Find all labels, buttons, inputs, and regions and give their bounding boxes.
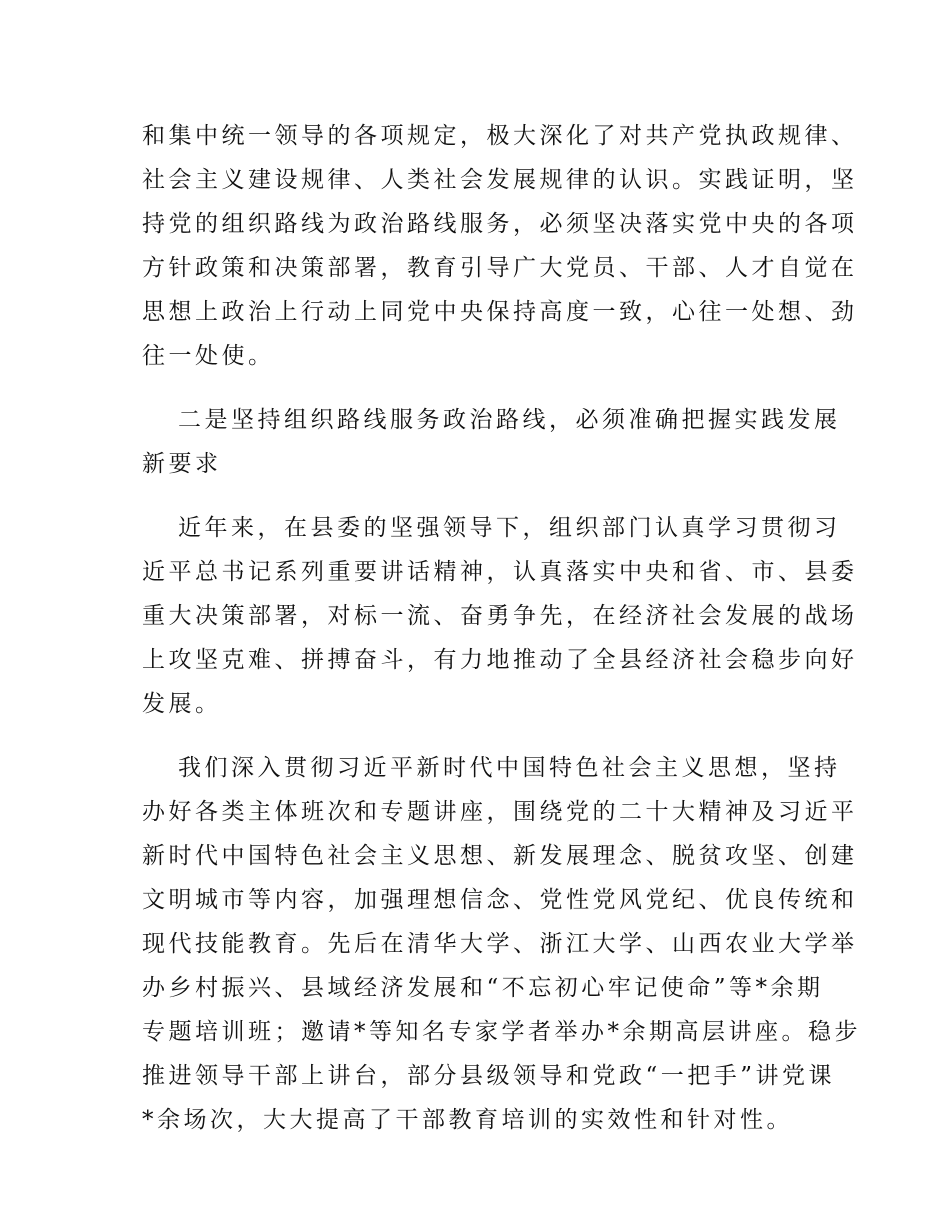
text-line: 发展。 [142, 691, 222, 717]
paragraph-spacer [142, 486, 812, 506]
text-line: 办好各类主体班次和专题讲座，围绕党的二十大精神及习近平 [142, 799, 858, 825]
paragraph-1 [142, 114, 858, 378]
text-line: 社会主义建设规律、人类社会发展规律的认识。实践证明，坚 [142, 167, 858, 193]
section-heading [142, 398, 841, 486]
text-line: 我们深入贯彻习近平新时代中国特色社会主义思想，坚持 [178, 755, 841, 781]
text-line: 近年来，在县委的坚强领导下，组织部门认真学习贯彻习 [178, 515, 841, 541]
text-line: 办乡村振兴、县域经济发展和“不忘初心牢记使命”等*余期 [142, 975, 824, 1001]
paragraph-4 [142, 746, 861, 1142]
text-line: 专题培训班；邀请*等知名专家学者举办*余期高层讲座。稳步 [142, 1019, 861, 1045]
text-line: 文明城市等内容，加强理想信念、党性党风党纪、优良传统和 [142, 887, 858, 913]
text-line: *余场次，大大提高了干部教育培训的实效性和针对性。 [142, 1107, 793, 1133]
text-line: 近平总书记系列重要讲话精神，认真落实中央和省、市、县委 [142, 559, 858, 585]
paragraph-spacer [142, 378, 812, 398]
text-line: 二是坚持组织路线服务政治路线，必须准确把握实践发展 [178, 407, 841, 433]
text-line: 思想上政治上行动上同党中央保持高度一致，心往一处想、劲 [142, 299, 858, 325]
text-line: 推进领导干部上讲台，部分县级领导和党政“一把手”讲党课 [142, 1063, 836, 1089]
text-line: 新时代中国特色社会主义思想、新发展理念、脱贫攻坚、创建 [142, 843, 858, 869]
paragraph-spacer [142, 726, 812, 746]
text-line: 现代技能教育。先后在清华大学、浙江大学、山西农业大学举 [142, 931, 858, 957]
text-line: 上攻坚克难、拼搏奋斗，有力地推动了全县经济社会稳步向好 [142, 647, 858, 673]
text-line: 新要求 [142, 451, 222, 477]
document-body [142, 114, 861, 1142]
text-line: 方针政策和决策部署，教育引导广大党员、干部、人才自觉在 [142, 255, 858, 281]
text-line: 往一处使。 [142, 343, 275, 369]
text-line: 和集中统一领导的各项规定，极大深化了对共产党执政规律、 [142, 123, 858, 149]
text-line: 重大决策部署，对标一流、奋勇争先，在经济社会发展的战场 [142, 603, 858, 629]
text-line: 持党的组织路线为政治路线服务，必须坚决落实党中央的各项 [142, 211, 858, 237]
paragraph-3 [142, 506, 858, 726]
